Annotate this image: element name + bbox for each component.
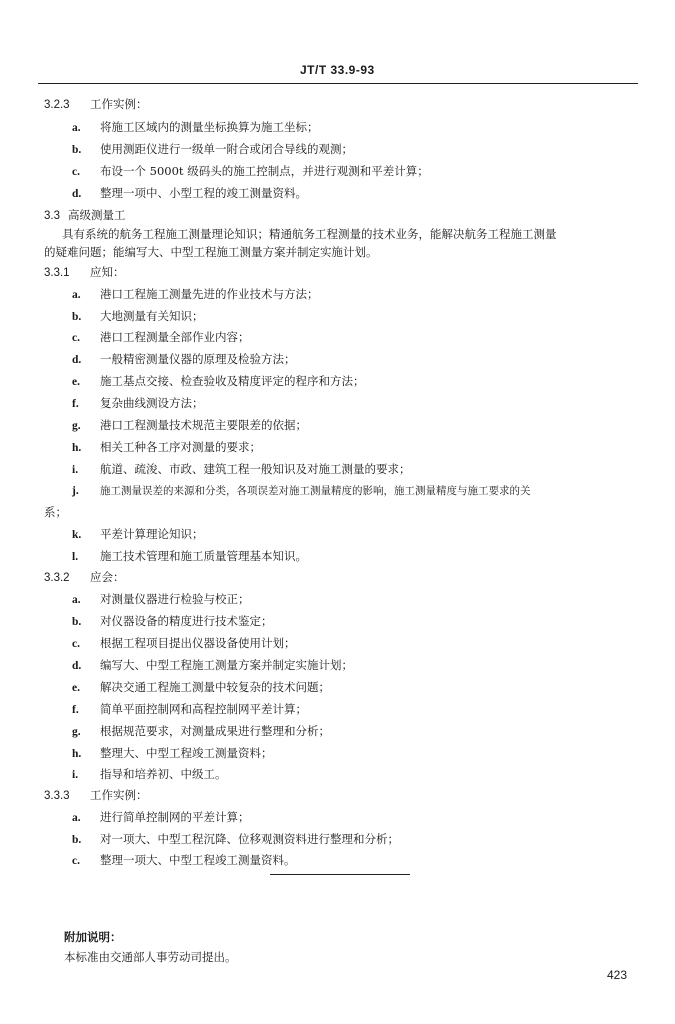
section-number: 3.3.3: [44, 790, 70, 802]
list-item: [72, 702, 307, 717]
item-text: 港口工程施工测量先进的作业技术与方法；: [100, 287, 319, 301]
item-text: 航道、疏浚、市政、建筑工程一般知识及对施工测量的要求；: [100, 462, 411, 476]
list-item: [72, 440, 261, 455]
list-item: [72, 462, 411, 477]
item-text: 解决交通工程施工测量中较复杂的技术问题；: [100, 680, 330, 694]
item-text: 简单平面控制网和高程控制网平差计算；: [100, 702, 307, 716]
section-title: 高级测量工: [68, 208, 126, 222]
standard-code: JT/T 33.9-93: [300, 63, 375, 77]
section-number: 3.2.3: [44, 99, 70, 111]
additional-note-title: 附加说明：: [64, 930, 122, 944]
list-item: [72, 374, 365, 389]
section-paragraph-line: 具有系统的航务工程施工测量理论知识；精通航务工程测量的技术业务，能解决航务工程施工测量: [62, 227, 557, 241]
item-text: 港口工程测量技术规范主要限差的依据；: [100, 418, 307, 432]
item-text: 相关工种各工序对测量的要求；: [100, 440, 261, 454]
section-number: 3.3.2: [44, 572, 70, 584]
item-text: 对测量仪器进行检验与校正；: [100, 592, 250, 606]
item-label: c.: [72, 166, 80, 178]
list-item: [72, 832, 399, 847]
section-title: 工作实例：: [90, 97, 148, 111]
item-text: 施工基点交接、检查验收及精度评定的程序和方法；: [100, 374, 365, 388]
item-text: 使用测距仪进行一级单一附合或闭合导线的观测；: [100, 142, 353, 156]
additional-note-text: 本标准由交通部人事劳动司提出。: [64, 950, 237, 964]
item-text: 整理一项大、中型工程竣工测量资料。: [100, 853, 296, 867]
item-text: 施工技术管理和施工质量管理基本知识。: [100, 549, 307, 563]
item-label: b.: [72, 144, 82, 156]
list-item: [72, 680, 330, 695]
item-text: 布设一个 5000t 级码头的施工控制点，并进行观测和平差计算；: [100, 164, 429, 178]
page-number: 423: [607, 968, 628, 982]
item-label: k.: [72, 529, 82, 541]
list-item: [72, 418, 307, 433]
item-label: d.: [72, 660, 82, 672]
section-title: 应会：: [90, 570, 125, 584]
item-text: 平差计算理论知识；: [100, 527, 204, 541]
item-label: c.: [72, 638, 80, 650]
section-3-3-heading: [44, 208, 126, 223]
list-item: [72, 810, 250, 825]
list-item: [72, 853, 296, 868]
item-text: 进行简单控制网的平差计算；: [100, 810, 250, 824]
item-label: i.: [72, 464, 79, 476]
section-3-3-3-heading: [44, 788, 148, 803]
item-text: 根据规范要求，对测量成果进行整理和分析；: [100, 724, 330, 738]
item-label: g.: [72, 420, 81, 432]
item-text: 大地测量有关知识；: [100, 309, 204, 323]
list-item: [72, 484, 531, 498]
list-item: [72, 636, 296, 651]
section-paragraph-line: 的疑难问题；能编写大、中型工程施工测量方案并制定实施计划。: [44, 245, 378, 259]
item-label: a.: [72, 122, 81, 134]
item-label: d.: [72, 188, 82, 200]
list-item: [72, 330, 250, 345]
item-label: j.: [72, 485, 79, 497]
item-label: b.: [72, 616, 82, 628]
list-item: [72, 186, 307, 201]
section-3-3-2-heading: [44, 570, 125, 585]
end-rule: [270, 874, 410, 875]
list-item: [72, 309, 204, 324]
section-3-3-1-heading: [44, 265, 125, 280]
list-item: [72, 724, 330, 739]
list-item: [72, 746, 273, 761]
item-label: a.: [72, 594, 81, 606]
list-item: [72, 767, 227, 782]
section-3-2-3-heading: [44, 97, 148, 112]
list-item: [72, 164, 429, 179]
item-text: 将施工区域内的测量坐标换算为施工坐标；: [100, 120, 319, 134]
item-label: l.: [72, 551, 79, 563]
item-label: c.: [72, 332, 80, 344]
item-text: 整理一项中、小型工程的竣工测量资料。: [100, 186, 307, 200]
item-label: g.: [72, 726, 81, 738]
item-label: e.: [72, 682, 80, 694]
list-item: [72, 120, 319, 135]
list-item: [72, 527, 204, 542]
item-text: 编写大、中型工程施工测量方案并制定实施计划；: [100, 658, 353, 672]
item-label: f.: [72, 398, 79, 410]
list-item: [72, 549, 307, 564]
item-text: 对仪器设备的精度进行技术鉴定；: [100, 614, 273, 628]
item-label: e.: [72, 376, 80, 388]
item-label: i.: [72, 769, 79, 781]
item-label: a.: [72, 812, 81, 824]
item-text: 整理大、中型工程竣工测量资料；: [100, 746, 273, 760]
item-label: b.: [72, 311, 82, 323]
header-rule: [38, 83, 638, 84]
item-label: a.: [72, 289, 81, 301]
item-continuation: 系；: [44, 505, 67, 519]
section-number: 3.3.1: [44, 267, 70, 279]
list-item: [72, 142, 353, 157]
section-title: 工作实例：: [90, 788, 148, 802]
item-label: h.: [72, 748, 82, 760]
list-item: [72, 396, 204, 411]
item-label: h.: [72, 442, 82, 454]
list-item: [72, 614, 273, 629]
item-text: 港口工程测量全部作业内容；: [100, 330, 250, 344]
item-text: 一般精密测量仪器的原理及检验方法；: [100, 352, 296, 366]
list-item: [72, 287, 319, 302]
item-text: 复杂曲线测设方法；: [100, 396, 204, 410]
item-label: d.: [72, 354, 82, 366]
list-item: [72, 352, 296, 367]
item-text: 根据工程项目提出仪器设备使用计划；: [100, 636, 296, 650]
item-label: c.: [72, 855, 80, 867]
list-item: [72, 658, 353, 673]
section-number: 3.3: [44, 210, 60, 222]
item-text: 施工测量误差的来源和分类，各项误差对施工测量精度的影响，施工测量精度与施工要求的关: [100, 485, 531, 497]
section-title: 应知：: [90, 265, 125, 279]
item-text: 对一项大、中型工程沉降、位移观测资料进行整理和分析；: [100, 832, 399, 846]
item-text: 指导和培养初、中级工。: [100, 767, 227, 781]
item-label: f.: [72, 704, 79, 716]
item-label: b.: [72, 834, 82, 846]
list-item: [72, 592, 250, 607]
